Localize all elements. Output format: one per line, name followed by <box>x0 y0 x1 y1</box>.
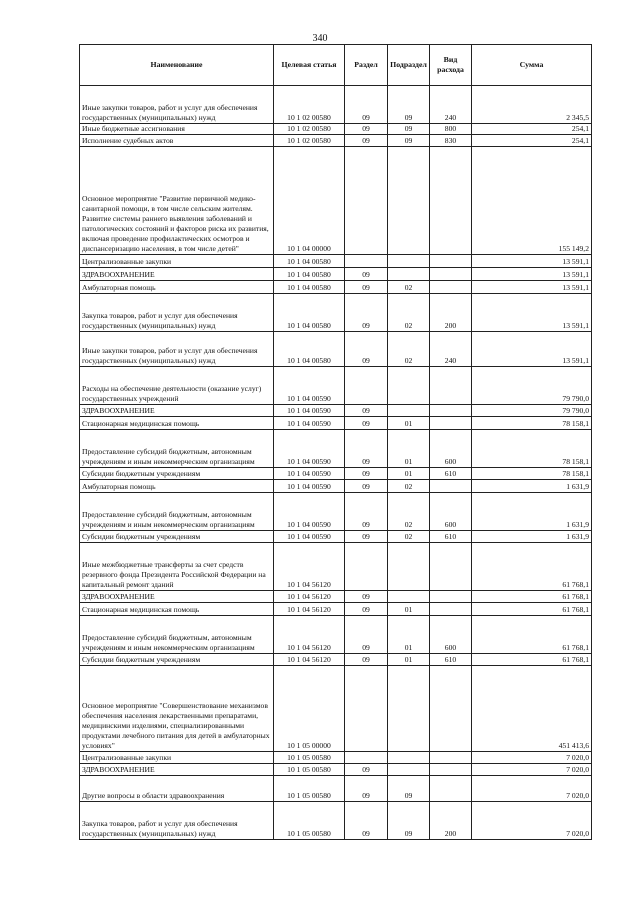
table-row <box>80 86 592 124</box>
row-name: Основное мероприятие "Развитие первичной медико-санитарной помощи, в том числе сельским жителям. Развитие системы раннего выявления заболеваний и патологических состояний и факторов риска их развития, включая проведение профилактических осмотров и диспансеризацию населения, в том числе детей" <box>80 147 274 255</box>
row-expense-type <box>430 752 472 764</box>
header-section: Раздел <box>345 45 388 86</box>
row-name: ЗДРАВООХРАНЕНИЕ <box>80 591 274 603</box>
row-subsection: 09 <box>388 135 430 147</box>
row-target-article: 10 1 04 56120 <box>274 591 345 603</box>
row-section: 09 <box>345 281 388 294</box>
row-section <box>345 255 388 268</box>
table-row <box>80 666 592 752</box>
row-name: Предоставление субсидий бюджетным, автономным учреждениям и иным некоммерческим организациям <box>80 616 274 654</box>
row-name: Иные межбюджетные трансферты за счет средств резервного фонда Президента Российской Федерации на капитальный ремонт зданий <box>80 543 274 591</box>
row-target-article: 10 1 04 00580 <box>274 281 345 294</box>
row-target-article: 10 1 04 56120 <box>274 654 345 666</box>
row-subsection: 02 <box>388 493 430 531</box>
row-subsection: 09 <box>388 86 430 124</box>
row-subsection: 01 <box>388 603 430 616</box>
row-target-article: 10 1 05 00000 <box>274 666 345 752</box>
row-section: 09 <box>345 268 388 281</box>
row-sum: 155 149,2 <box>472 147 592 255</box>
row-target-article: 10 1 04 56120 <box>274 543 345 591</box>
table-row <box>80 135 592 147</box>
row-target-article: 10 1 05 00580 <box>274 764 345 776</box>
table-row <box>80 531 592 543</box>
row-target-article: 10 1 02 00580 <box>274 124 345 135</box>
row-target-article: 10 1 04 00000 <box>274 147 345 255</box>
row-subsection: 02 <box>388 531 430 543</box>
header-subsection: Подраздел <box>388 45 430 86</box>
row-section: 09 <box>345 468 388 480</box>
row-name: Закупка товаров, работ и услуг для обеспечения государственных (муниципальных) нужд <box>80 294 274 332</box>
row-subsection <box>388 666 430 752</box>
row-expense-type <box>430 776 472 802</box>
row-sum: 13 591,1 <box>472 294 592 332</box>
table-row <box>80 294 592 332</box>
row-name: Исполнение судебных актов <box>80 135 274 147</box>
row-name: Субсидии бюджетным учреждениям <box>80 654 274 666</box>
table-row <box>80 417 592 430</box>
row-sum: 78 158,1 <box>472 430 592 468</box>
row-target-article: 10 1 04 00590 <box>274 367 345 405</box>
row-section: 09 <box>345 654 388 666</box>
row-section: 09 <box>345 86 388 124</box>
row-expense-type: 600 <box>430 430 472 468</box>
row-target-article: 10 1 04 56120 <box>274 603 345 616</box>
row-target-article: 10 1 04 00590 <box>274 493 345 531</box>
row-subsection <box>388 405 430 417</box>
table-row <box>80 493 592 531</box>
row-sum: 13 591,1 <box>472 255 592 268</box>
row-expense-type: 830 <box>430 135 472 147</box>
row-sum: 61 768,1 <box>472 654 592 666</box>
row-subsection: 02 <box>388 281 430 294</box>
row-section <box>345 367 388 405</box>
row-subsection <box>388 543 430 591</box>
row-target-article: 10 1 04 00580 <box>274 255 345 268</box>
row-name: Субсидии бюджетным учреждениям <box>80 468 274 480</box>
row-subsection <box>388 591 430 603</box>
row-section: 09 <box>345 531 388 543</box>
table-row <box>80 405 592 417</box>
table-row <box>80 268 592 281</box>
table-row <box>80 367 592 405</box>
row-target-article: 10 1 04 00590 <box>274 468 345 480</box>
row-sum: 13 591,1 <box>472 268 592 281</box>
row-expense-type: 240 <box>430 332 472 367</box>
row-expense-type <box>430 405 472 417</box>
table-row <box>80 332 592 367</box>
row-target-article: 10 1 05 00580 <box>274 802 345 840</box>
row-target-article: 10 1 04 00590 <box>274 417 345 430</box>
row-subsection: 01 <box>388 654 430 666</box>
row-sum: 61 768,1 <box>472 591 592 603</box>
row-subsection: 01 <box>388 417 430 430</box>
table-row <box>80 255 592 268</box>
row-sum: 7 020,0 <box>472 776 592 802</box>
budget-table <box>79 44 592 840</box>
row-target-article: 10 1 04 00590 <box>274 531 345 543</box>
table-row <box>80 764 592 776</box>
row-sum: 61 768,1 <box>472 603 592 616</box>
row-sum: 2 345,5 <box>472 86 592 124</box>
row-subsection: 09 <box>388 776 430 802</box>
row-subsection: 01 <box>388 468 430 480</box>
row-expense-type: 200 <box>430 294 472 332</box>
row-name: Иные бюджетные ассигнования <box>80 124 274 135</box>
row-section <box>345 752 388 764</box>
row-subsection <box>388 367 430 405</box>
row-target-article: 10 1 04 00580 <box>274 268 345 281</box>
table-header-row <box>80 45 592 86</box>
row-expense-type <box>430 417 472 430</box>
row-section: 09 <box>345 332 388 367</box>
row-target-article: 10 1 05 00580 <box>274 776 345 802</box>
row-name: Основное мероприятие "Совершенствование механизмов обеспечения населения лекарственными препаратами, медицинскими изделиями, специализированными продуктами лечебного питания для детей в амбулаторных условиях" <box>80 666 274 752</box>
row-expense-type <box>430 666 472 752</box>
row-name: Другие вопросы в области здравоохранения <box>80 776 274 802</box>
header-target-article: Целевая статья <box>274 45 345 86</box>
row-name: Стационарная медицинская помощь <box>80 603 274 616</box>
row-expense-type <box>430 543 472 591</box>
row-target-article: 10 1 04 00590 <box>274 480 345 493</box>
row-target-article: 10 1 04 00590 <box>274 405 345 417</box>
row-sum: 79 790,0 <box>472 405 592 417</box>
header-name: Наименование <box>80 45 274 86</box>
row-subsection: 01 <box>388 430 430 468</box>
row-expense-type: 800 <box>430 124 472 135</box>
row-sum: 78 158,1 <box>472 417 592 430</box>
row-name: Предоставление субсидий бюджетным, автономным учреждениям и иным некоммерческим организациям <box>80 430 274 468</box>
row-name: Амбулаторная помощь <box>80 281 274 294</box>
table-row <box>80 281 592 294</box>
row-section <box>345 543 388 591</box>
row-section: 09 <box>345 493 388 531</box>
row-expense-type: 200 <box>430 802 472 840</box>
row-section: 09 <box>345 616 388 654</box>
row-section: 09 <box>345 603 388 616</box>
row-subsection: 09 <box>388 802 430 840</box>
row-name: Субсидии бюджетным учреждениям <box>80 531 274 543</box>
row-expense-type <box>430 603 472 616</box>
table-row <box>80 430 592 468</box>
table-row <box>80 776 592 802</box>
row-expense-type <box>430 268 472 281</box>
header-sum: Сумма <box>472 45 592 86</box>
row-subsection <box>388 764 430 776</box>
row-expense-type <box>430 591 472 603</box>
row-subsection: 01 <box>388 616 430 654</box>
row-sum: 79 790,0 <box>472 367 592 405</box>
row-expense-type <box>430 255 472 268</box>
row-sum: 1 631,9 <box>472 531 592 543</box>
row-sum: 61 768,1 <box>472 616 592 654</box>
row-name: Расходы на обеспечение деятельности (оказание услуг) государственных учреждений <box>80 367 274 405</box>
row-target-article: 10 1 04 00590 <box>274 430 345 468</box>
table-row <box>80 616 592 654</box>
row-name: Предоставление субсидий бюджетным, автономным учреждениям и иным некоммерческим организациям <box>80 493 274 531</box>
row-subsection <box>388 147 430 255</box>
row-expense-type <box>430 480 472 493</box>
row-expense-type: 610 <box>430 531 472 543</box>
row-expense-type <box>430 764 472 776</box>
table-row <box>80 480 592 493</box>
row-subsection: 02 <box>388 480 430 493</box>
table-row <box>80 124 592 135</box>
row-expense-type <box>430 281 472 294</box>
header-expense-type: Вид расхода <box>430 45 472 86</box>
row-sum: 451 413,6 <box>472 666 592 752</box>
table-row <box>80 603 592 616</box>
row-name: ЗДРАВООХРАНЕНИЕ <box>80 764 274 776</box>
row-expense-type <box>430 147 472 255</box>
row-section: 09 <box>345 802 388 840</box>
row-section: 09 <box>345 135 388 147</box>
table-row <box>80 147 592 255</box>
table-row <box>80 468 592 480</box>
table-row <box>80 654 592 666</box>
row-name: Закупка товаров, работ и услуг для обеспечения государственных (муниципальных) нужд <box>80 802 274 840</box>
row-expense-type: 240 <box>430 86 472 124</box>
row-name: Иные закупки товаров, работ и услуг для обеспечения государственных (муниципальных) нужд <box>80 86 274 124</box>
row-sum: 1 631,9 <box>472 493 592 531</box>
row-section: 09 <box>345 480 388 493</box>
row-name: Централизованные закупки <box>80 752 274 764</box>
row-sum: 254,1 <box>472 124 592 135</box>
row-sum: 7 020,0 <box>472 802 592 840</box>
row-target-article: 10 1 05 00580 <box>274 752 345 764</box>
table-row <box>80 752 592 764</box>
page-number: 340 <box>312 33 328 44</box>
row-section: 09 <box>345 294 388 332</box>
row-section: 09 <box>345 430 388 468</box>
row-sum: 1 631,9 <box>472 480 592 493</box>
row-target-article: 10 1 04 00580 <box>274 332 345 367</box>
row-subsection: 09 <box>388 124 430 135</box>
table-row <box>80 802 592 840</box>
row-expense-type: 600 <box>430 493 472 531</box>
row-sum: 13 591,1 <box>472 281 592 294</box>
table-row <box>80 543 592 591</box>
row-name: ЗДРАВООХРАНЕНИЕ <box>80 268 274 281</box>
row-sum: 61 768,1 <box>472 543 592 591</box>
row-expense-type <box>430 367 472 405</box>
row-subsection <box>388 752 430 764</box>
row-sum: 7 020,0 <box>472 752 592 764</box>
row-expense-type: 610 <box>430 468 472 480</box>
row-section: 09 <box>345 776 388 802</box>
row-target-article: 10 1 02 00580 <box>274 135 345 147</box>
table-row <box>80 591 592 603</box>
row-expense-type: 600 <box>430 616 472 654</box>
row-expense-type: 610 <box>430 654 472 666</box>
row-sum: 254,1 <box>472 135 592 147</box>
row-section <box>345 147 388 255</box>
row-section: 09 <box>345 591 388 603</box>
row-subsection <box>388 268 430 281</box>
row-sum: 78 158,1 <box>472 468 592 480</box>
row-target-article: 10 1 04 00580 <box>274 294 345 332</box>
row-section: 09 <box>345 405 388 417</box>
row-sum: 7 020,0 <box>472 764 592 776</box>
row-subsection: 02 <box>388 332 430 367</box>
row-target-article: 10 1 04 56120 <box>274 616 345 654</box>
row-section: 09 <box>345 124 388 135</box>
row-target-article: 10 1 02 00580 <box>274 86 345 124</box>
row-subsection: 02 <box>388 294 430 332</box>
row-name: Централизованные закупки <box>80 255 274 268</box>
row-name: Амбулаторная помощь <box>80 480 274 493</box>
row-section: 09 <box>345 764 388 776</box>
row-sum: 13 591,1 <box>472 332 592 367</box>
row-name: Стационарная медицинская помощь <box>80 417 274 430</box>
row-name: ЗДРАВООХРАНЕНИЕ <box>80 405 274 417</box>
row-name: Иные закупки товаров, работ и услуг для обеспечения государственных (муниципальных) нужд <box>80 332 274 367</box>
row-subsection <box>388 255 430 268</box>
row-section <box>345 666 388 752</box>
row-section: 09 <box>345 417 388 430</box>
